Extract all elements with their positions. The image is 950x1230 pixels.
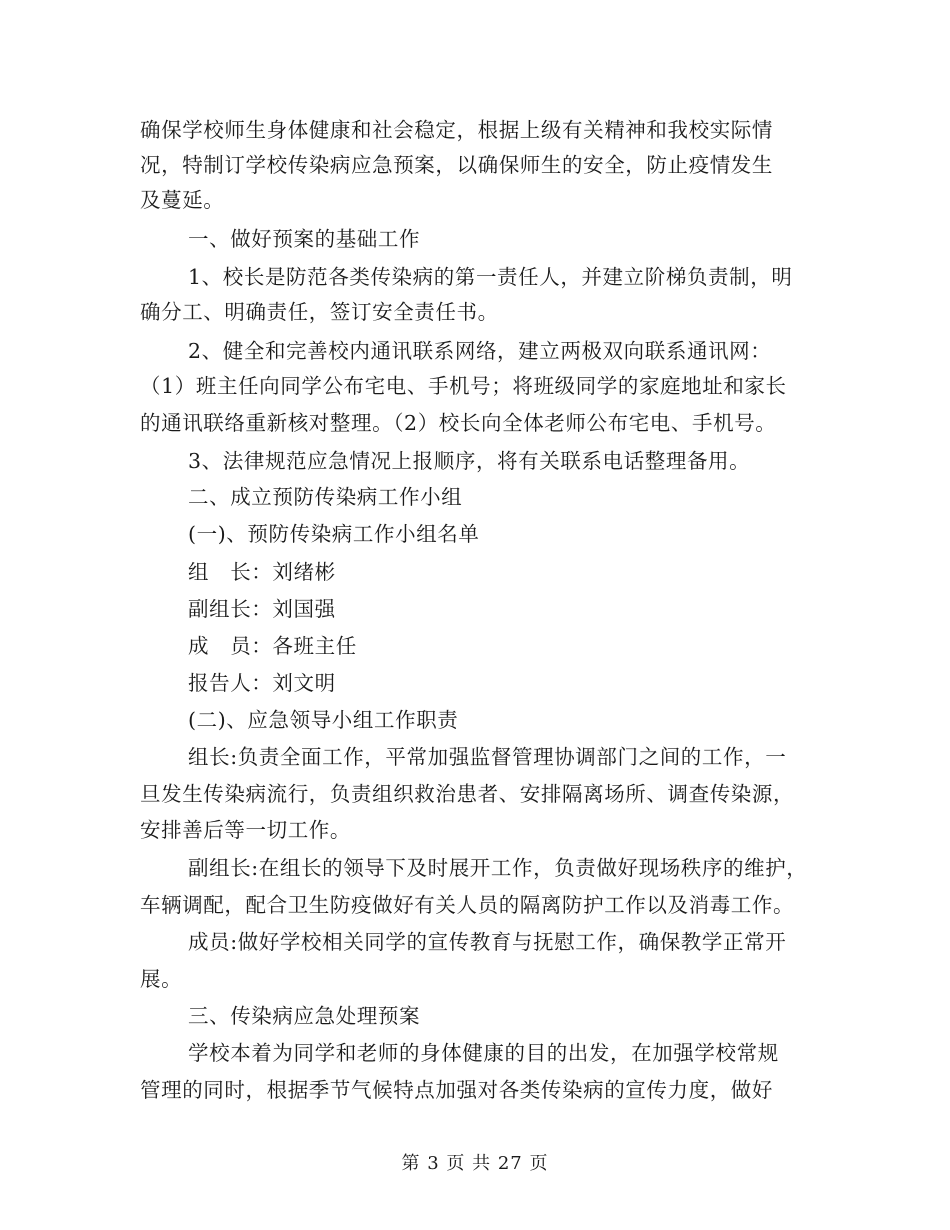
member-line: 组 长：刘绪彬 [188,560,336,584]
paragraph-line: 况，特制订学校传染病应急预案，以确保师生的安全，防止疫情发生 [140,153,773,177]
paragraph-line: 1、校长是防范各类传染病的第一责任人，并建立阶梯负责制，明 [188,265,793,289]
paragraph-line: 学校本着为同学和老师的身体健康的目的出发，在加强学校常规 [188,1041,779,1065]
member-line: 报告人：刘文明 [188,671,336,695]
paragraph-line: 成员:做好学校相关同学的宣传教育与抚慰工作，确保教学正常开 [188,930,787,954]
section-heading: 一、做好预案的基础工作 [188,227,421,251]
paragraph-line: 旦发生传染病流行，负责组织救治患者、安排隔离场所、调查传染源， [140,782,795,806]
member-line: 成 员：各班主任 [188,634,357,658]
paragraph-line: 确分工、明确责任，签订安全责任书。 [140,300,499,324]
member-line: 副组长：刘国强 [188,597,336,621]
paragraph-line: 安排善后等一切工作。 [140,818,351,842]
paragraph-line: 副组长:在组长的领导下及时展开工作，负责做好现场秩序的维护， [188,856,808,880]
paragraph-line: 2、健全和完善校内通讯联系网络，建立两极双向联系通讯网： [188,339,772,363]
section-heading: 二、成立预防传染病工作小组 [188,485,463,509]
paragraph-line: 组长:负责全面工作，平常加强监督管理协调部门之间的工作，一 [188,745,787,769]
paragraph-line: 的通讯联络重新核对整理。（2）校长向全体老师公布宅电、手机号。 [140,411,777,435]
paragraph-line: 及蔓延。 [140,188,225,212]
paragraph-line: 管理的同时，根据季节气候特点加强对各类传染病的宣传力度，做好 [140,1078,773,1102]
paragraph-line: 展。 [140,967,183,991]
subsection-heading: (一)、预防传染病工作小组名单 [188,522,480,546]
page-number-footer: 第 3 页 共 27 页 [401,1153,549,1174]
paragraph-line: 车辆调配，配合卫生防疫做好有关人员的隔离防护工作以及消毒工作。 [140,893,795,917]
paragraph-line: 3、法律规范应急情况上报顺序，将有关联系电话整理备用。 [188,449,751,473]
paragraph-line: 确保学校师生身体健康和社会稳定，根据上级有关精神和我校实际情 [140,118,773,142]
section-heading: 三、传染病应急处理预案 [188,1004,421,1028]
paragraph-line: （1）班主任向同学公布宅电、手机号；将班级同学的家庭地址和家长 [140,374,787,398]
subsection-heading: (二)、应急领导小组工作职责 [188,708,459,732]
